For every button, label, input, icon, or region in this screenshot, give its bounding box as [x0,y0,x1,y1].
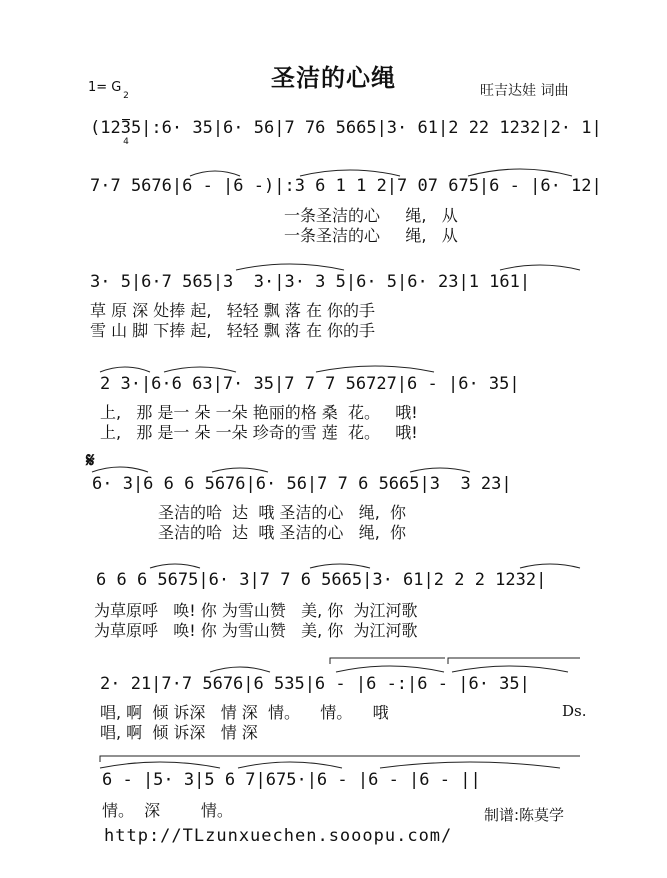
key-signature: 1= G [88,80,122,95]
slur-arc [468,169,572,176]
dal-segno-mark: Ds. [562,702,587,720]
volta-bracket-1 [330,658,445,664]
slur-arc [410,468,470,472]
lyric-line-5-verse-1: 圣洁的哈 达 哦 圣洁的心 绳, 你 [158,503,406,522]
score-line-7-notes: 2· 21|7·7 5676|6 535|6 - |6 -:|6 - |6· 35| [100,674,530,694]
slur-arc [190,171,240,176]
source-url: http://TLzunxuechen.sooopu.com/ [104,826,453,846]
volta-bracket-3 [100,756,580,762]
lyric-line-6-verse-1: 为草原呼 唤! 你 为雪山赞 美, 你 为江河歌 [94,601,418,620]
score-line-6-notes: 6 6 6 5675|6· 3|7 7 6 5665|3· 61|2 2 2 1232| [96,570,547,590]
lyric-line-6-verse-2: 为草原呼 唤! 你 为雪山赞 美, 你 为江河歌 [94,621,418,640]
slur-arc [100,762,220,768]
slur-arc [300,170,400,176]
transcriber-credit: 制谱:陈莫学 [484,806,565,824]
slur-arc [452,666,568,672]
slur-arc [236,264,344,270]
lyric-line-7-verse-2: 唱, 啊 倾 诉深 情 深 [100,723,258,742]
lyric-line-8-verse-1: 情。 深 情。 [102,801,233,820]
lyric-line-3-verse-1: 草 原 深 处捧 起, 轻轻 飘 落 在 你的手 [90,301,376,320]
lyric-line-2-verse-1: 一条圣洁的心 绳, 从 [284,206,458,225]
lyric-line-3-verse-2: 雪 山 脚 下捧 起, 轻轻 飘 落 在 你的手 [90,321,376,340]
song-title: 圣洁的心绳 [271,63,396,92]
slur-arc [336,666,444,672]
song-authors: 旺吉达娃 词曲 [480,83,569,99]
slur-arc [100,367,150,372]
slur-arc [316,366,434,372]
time-signature-top: 2 [123,91,129,101]
score-line-1-notes: (1235|:6· 35|6· 56|7 76 5665|3· 61|2 22 1232|2· 1| [90,118,602,138]
lyric-line-4-verse-2: 上, 那 是一 朵 一朵 珍奇的雪 莲 花。 哦! [100,423,418,442]
slur-arc [500,265,580,270]
lyric-line-4-verse-1: 上, 那 是一 朵 一朵 艳丽的格 桑 花。 哦! [100,403,418,422]
segno-mark: 𝄋 [86,448,95,472]
volta-bracket-2 [448,658,580,664]
lyric-line-2-verse-2: 一条圣洁的心 绳, 从 [284,226,458,245]
score-line-8-notes: 6 - |5· 3|5 6 7|675·|6 - |6 - |6 - || [102,770,481,790]
slur-arc [310,564,370,568]
score-line-5-notes: 6· 3|6 6 6 5676|6· 56|7 7 6 5665|3 3 23| [92,474,512,494]
slur-arc [164,367,236,372]
slur-arc [520,564,580,568]
slur-arc [92,467,148,472]
time-signature-bottom: 4 [123,137,129,147]
slur-arc [210,667,270,672]
lyric-line-5-verse-2: 圣洁的哈 达 哦 圣洁的心 绳, 你 [158,523,406,542]
slur-arc [380,762,560,768]
lyric-line-7-verse-1: 唱, 啊 倾 诉深 情 深 情。 情。 哦 [100,703,389,722]
score-line-3-notes: 3· 5|6·7 565|3 3·|3· 3 5|6· 5|6· 23|1 161| [90,272,531,292]
score-line-4-notes: 2 3·|6·6 63|7· 35|7 7 7 56727|6 - |6· 35| [100,374,520,394]
slur-arc [212,468,268,472]
score-line-2-notes: 7·7 5676|6 - |6 -)|:3 6 1 1 2|7 07 675|6 - |6· 12| [90,176,602,196]
slur-arc [150,564,200,568]
slur-arc [238,762,342,768]
